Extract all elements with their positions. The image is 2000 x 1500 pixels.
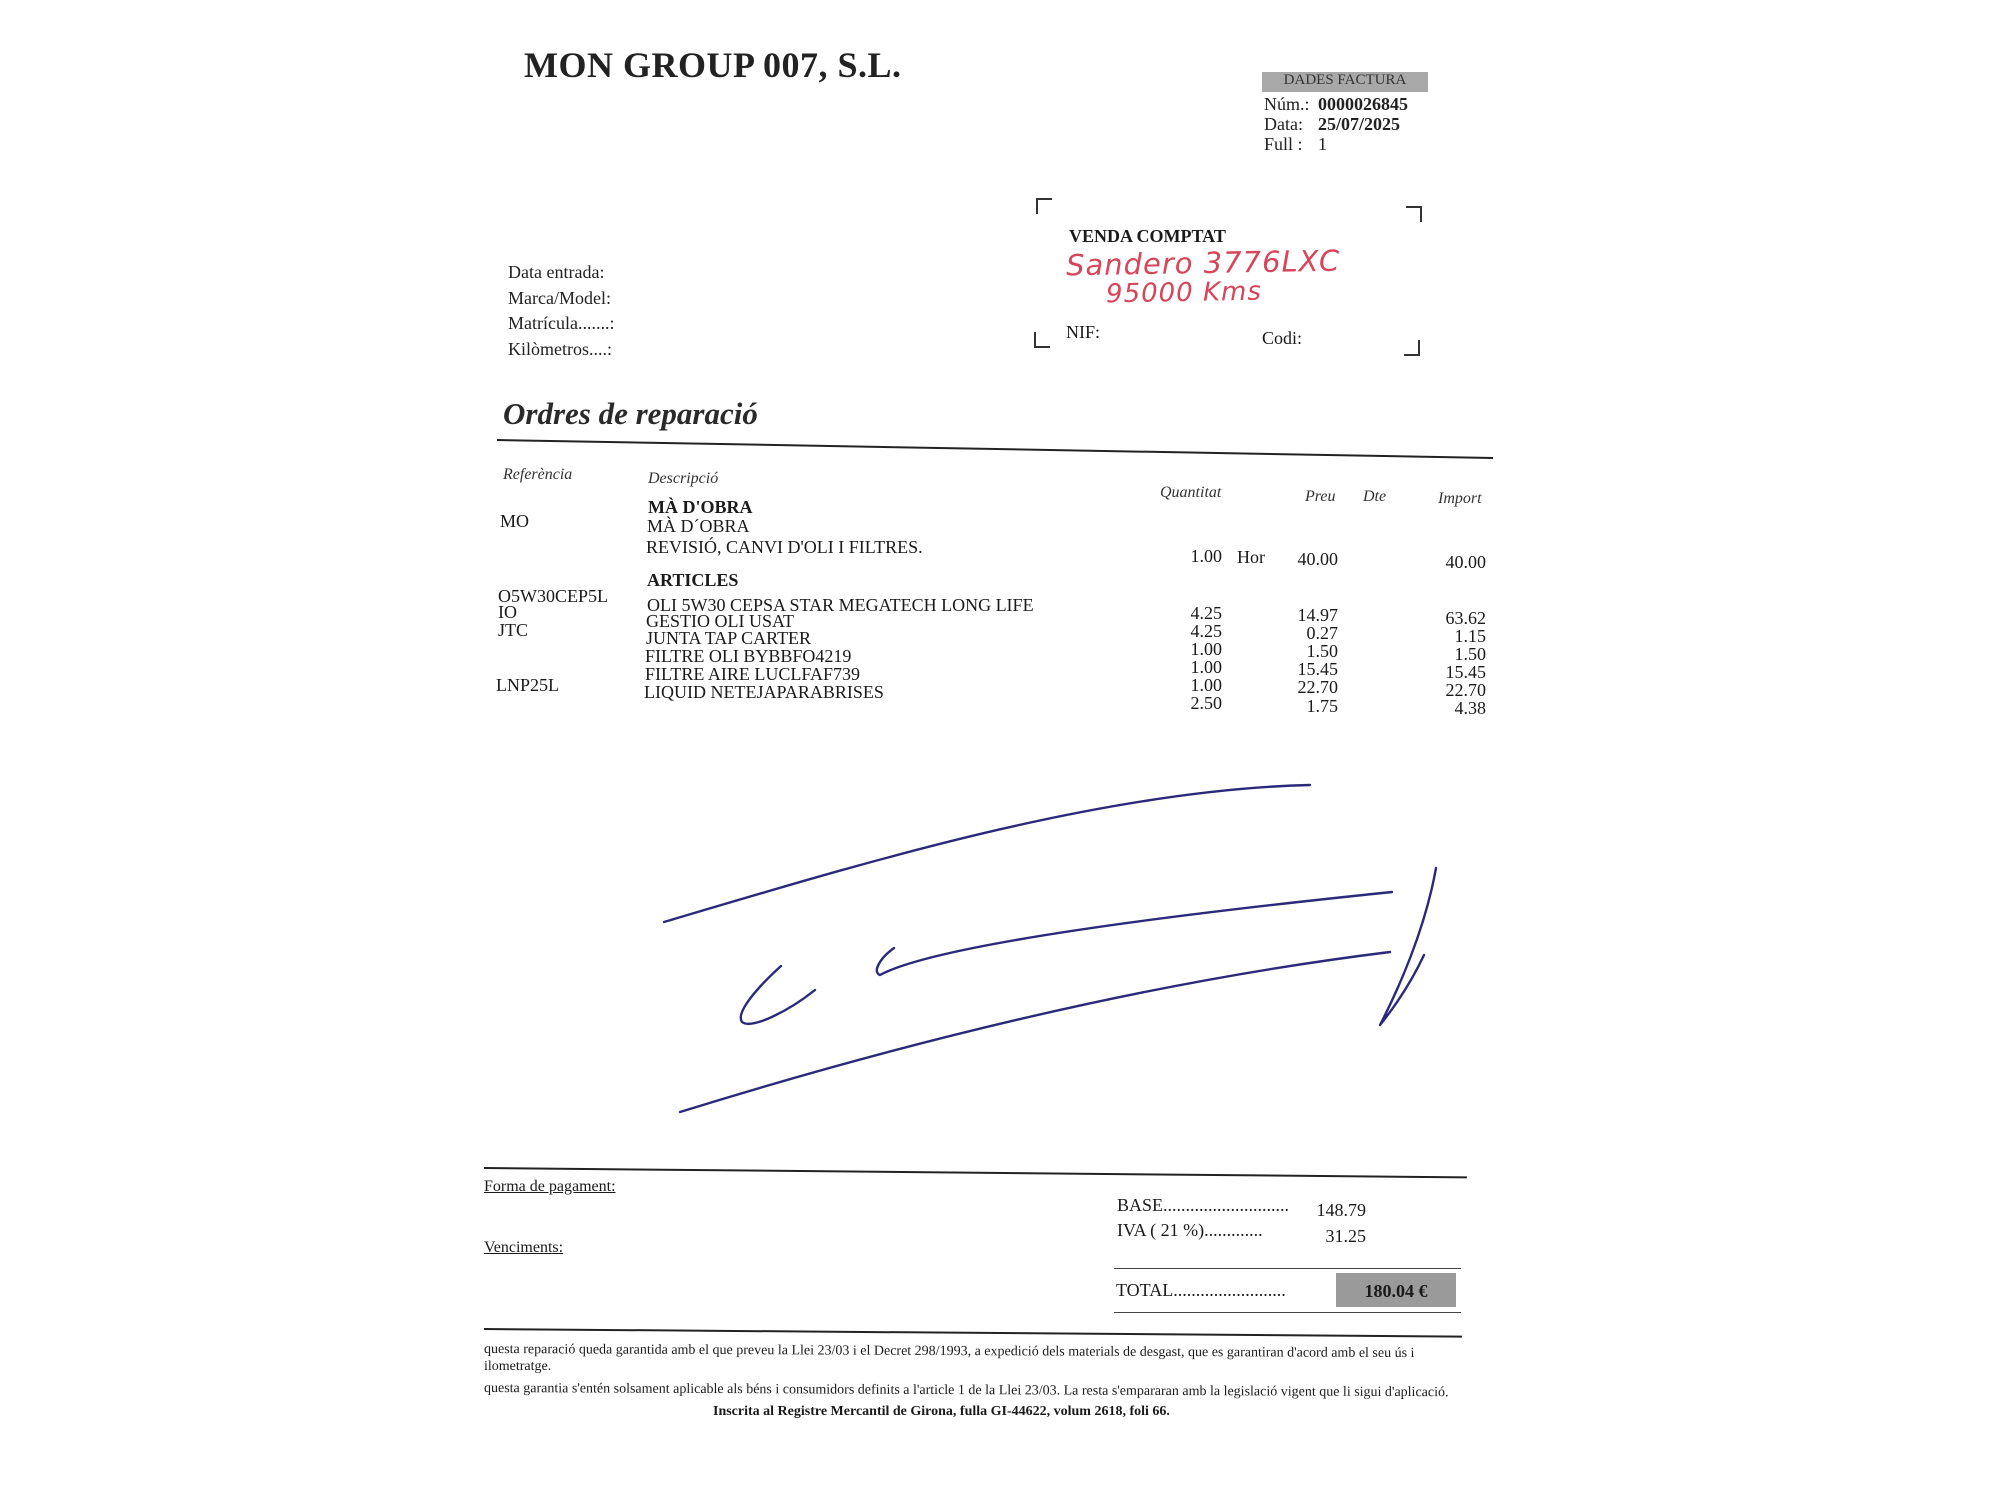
header-price: Preu <box>1305 488 1336 505</box>
article-amount: 4.38 <box>1454 698 1486 718</box>
article-amount: 22.70 <box>1445 680 1486 700</box>
article-quantity: 1.00 <box>1190 639 1222 659</box>
plate-label: Matrícula.......: <box>508 313 615 333</box>
section-title: Ordres de reparació <box>503 396 758 431</box>
header-quantity: Quantitat <box>1160 484 1222 501</box>
article-quantity: 1.00 <box>1190 675 1222 695</box>
labor-group-title: MÀ D'OBRA <box>648 497 753 517</box>
article-reference: LNP25L <box>496 675 559 695</box>
total-value: 180.04 € <box>1364 1281 1428 1301</box>
article-price: 15.45 <box>1297 659 1338 679</box>
vat-value: 31.25 <box>1325 1226 1366 1246</box>
article-quantity: 4.25 <box>1190 603 1222 623</box>
article-price: 1.50 <box>1306 641 1338 661</box>
invoice-sheet-value: 1 <box>1318 134 1327 154</box>
base-value: 148.79 <box>1316 1200 1366 1220</box>
articles-group-title: ARTICLES <box>647 570 739 590</box>
labor-price: 40.00 <box>1297 549 1338 569</box>
labor-amount: 40.00 <box>1445 552 1486 572</box>
company-name: MON GROUP 007, S.L. <box>524 45 902 85</box>
article-amount: 1.50 <box>1454 644 1486 664</box>
header-amount: Import <box>1438 490 1482 507</box>
footer-warranty-line-2: ilometratge. <box>484 1359 552 1374</box>
labor-line-1: MÀ D´OBRA <box>647 516 750 536</box>
invoice-date-value: 25/07/2025 <box>1318 114 1401 134</box>
article-reference: IO <box>498 602 517 622</box>
article-description: GESTIO OLI USAT <box>646 611 794 631</box>
kilometers-label: Kilòmetros....: <box>508 339 612 359</box>
totals-mid-rule <box>1114 1268 1461 1269</box>
sale-type: VENDA COMPTAT <box>1069 226 1226 246</box>
article-price: 14.97 <box>1297 605 1338 625</box>
invoice-number-label: Núm.: <box>1264 94 1310 114</box>
vat-label: IVA ( 21 %)............. <box>1117 1220 1263 1240</box>
handwritten-mileage: 95000 Kms <box>1105 276 1263 310</box>
entry-date-label: Data entrada: <box>508 262 605 282</box>
invoice-title: DADES FACTURA <box>1283 72 1407 88</box>
article-amount: 15.45 <box>1445 662 1486 682</box>
article-description: LIQUID NETEJAPARABRISES <box>644 682 884 702</box>
base-label: BASE............................ <box>1117 1195 1290 1215</box>
make-model-label: Marca/Model: <box>508 288 611 308</box>
total-label: TOTAL......................... <box>1116 1280 1286 1300</box>
invoice-date-label: Data: <box>1264 114 1303 134</box>
header-reference: Referència <box>503 466 573 483</box>
payment-method-label: Forma de pagament: <box>484 1178 616 1195</box>
footer-warranty-line-1: questa reparació queda garantida amb el que preveu la Llei 23/03 i el Decret 298/1993, a expedició dels materials de desgast, que es garantiran d'acord amb el seu ús i <box>483 1342 1415 1362</box>
header-discount: Dte <box>1363 488 1387 505</box>
article-quantity: 2.50 <box>1190 693 1222 713</box>
article-reference: JTC <box>498 620 529 640</box>
article-amount: 1.15 <box>1454 626 1486 646</box>
article-description: FILTRE AIRE LUCLFAF739 <box>645 664 861 684</box>
nif-label: NIF: <box>1066 322 1101 342</box>
article-quantity: 1.00 <box>1190 657 1222 677</box>
due-dates-label: Venciments: <box>484 1239 564 1256</box>
footer-registry: Inscrita al Registre Mercantil de Girona, fulla GI-44622, volum 2618, foli 66. <box>713 1404 1170 1419</box>
totals-bottom-rule <box>1114 1312 1461 1313</box>
labor-reference: MO <box>500 511 530 531</box>
article-quantity: 4.25 <box>1190 621 1222 641</box>
article-reference: O5W30CEP5L <box>498 586 608 606</box>
labor-unit: Hor <box>1237 547 1265 567</box>
article-price: 0.27 <box>1306 623 1338 643</box>
article-price: 22.70 <box>1297 677 1338 697</box>
labor-line-2: REVISIÓ, CANVI D'OLI I FILTRES. <box>646 537 923 557</box>
article-description: OLI 5W30 CEPSA STAR MEGATECH LONG LIFE <box>647 595 1034 615</box>
labor-quantity: 1.00 <box>1190 546 1222 566</box>
header-description: Descripció <box>648 470 719 487</box>
article-description: JUNTA TAP CARTER <box>646 628 812 648</box>
invoice-sheet-label: Full : <box>1264 134 1303 154</box>
handwritten-vehicle: Sandero 3776LXC <box>1065 243 1341 283</box>
article-description: FILTRE OLI BYBBFO4219 <box>645 646 852 666</box>
footer-warranty-line-3: questa garantia s'entén solsament aplicable als béns i consumidors definits a l'article 1 de la Llei 23/03. La resta s'empararan amb la legislació vigent que li sigui d'aplicació. <box>483 1381 1449 1401</box>
codi-label: Codi: <box>1262 328 1303 348</box>
invoice-number-value: 0000026845 <box>1318 94 1408 114</box>
article-price: 1.75 <box>1306 696 1338 716</box>
article-amount: 63.62 <box>1445 608 1486 628</box>
